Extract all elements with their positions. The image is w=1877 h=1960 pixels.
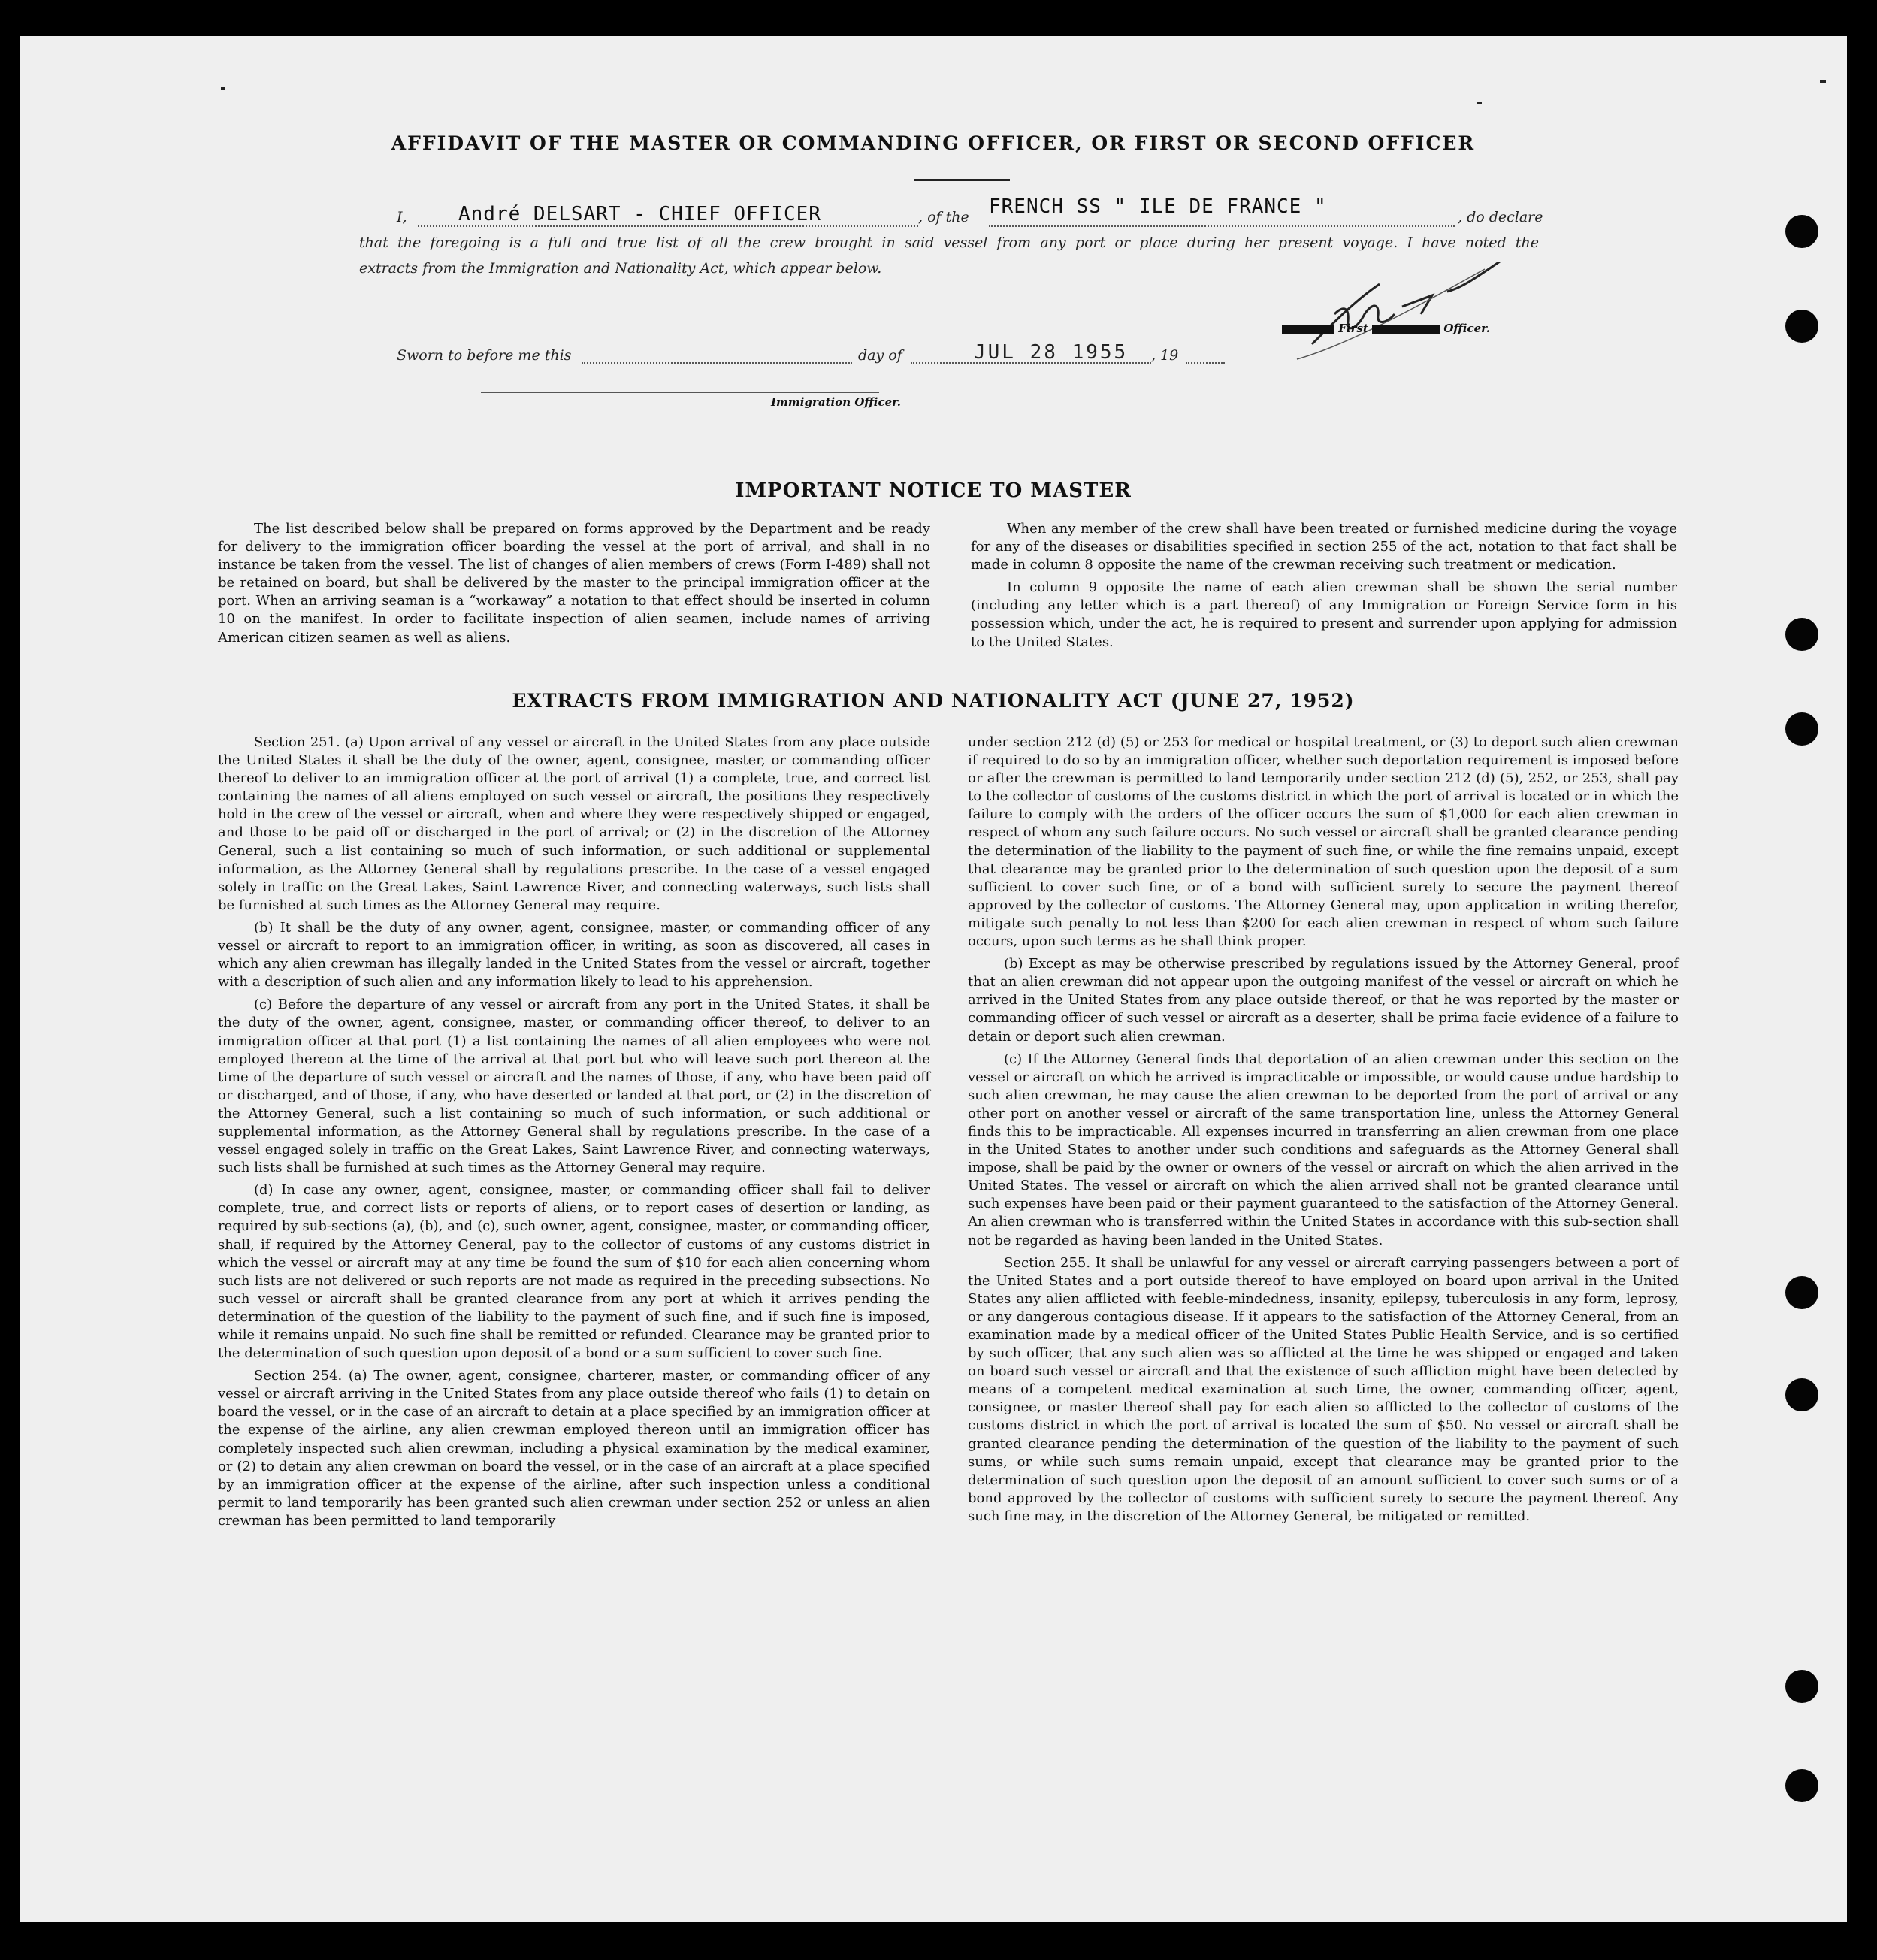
vessel-line xyxy=(989,225,1455,227)
punch-hole xyxy=(1785,310,1818,343)
section-254a-continued: under section 212 (d) (5) or 253 for medical or hospital treatment, or (3) to deport such alien crewman if required to do so by an immigration officer, whether such deportation requirement is imposed before or after the crewman is permitted to land temporarily under section 212 (d) (5), 252, or 253, shall pay to the collector of customs of the customs district in which the port of arrival is located or in which the failure to comply with the orders of the officer occurs the sum of $1,000 for each alien crewman in respect of whom any such failure occurs. No such vessel or aircraft shall be granted clearance pending the determination of the liability to the payment of such fine, or while the fine remains unpaid, except that clearance may be granted prior to the determination of such question upon the deposit of a sum sufficient to cover such fine, or of a bond with sufficient surety to secure the payment thereof approved by the collector of customs. The Attorney General may, upon application in writing therefor, mitigate such penalty to not less than $200 for each alien crewman in respect of whom such failure occurs, upon such terms as he shall think proper. xyxy=(968,734,1679,950)
notice-paragraph: The list described below shall be prepared on forms approved by the Department and be ready for delivery to the immigration officer boarding the vessel at the port of arrival, and shall in no instance be taken from the vessel. The list of changes of alien members of crews (Form I-489) shall not be retained on board, but shall be delivered by the master to the principal immigration officer at the port. When an arriving seaman is a “workaway” a notation to that effect should be inserted in column 10 on the manifest. In order to facilitate inspection of alien seamen, include names of arriving American citizen seamen as well as aliens. xyxy=(218,521,930,646)
punch-hole xyxy=(1785,712,1818,746)
struck-out-text xyxy=(1372,325,1440,334)
date-stamp: JUL 28 1955 xyxy=(974,341,1129,364)
officer-rank-first: First xyxy=(1338,322,1368,335)
speck xyxy=(1820,80,1826,83)
declaration-text-line: that the foregoing is a full and true list of all the crew brought in said vessel from any port or place during her present voyage. I have noted the xyxy=(359,234,1539,251)
title-divider xyxy=(914,179,1010,181)
affidavit-title: AFFIDAVIT OF THE MASTER OR COMMANDING OFFICER, OR FIRST OR SECOND OFFICER xyxy=(391,132,1476,154)
day-of-label: day of xyxy=(858,347,902,364)
do-declare-label: , do declare xyxy=(1458,209,1543,225)
immigration-officer-label: Immigration Officer. xyxy=(771,395,901,409)
immigration-officer-signature-line xyxy=(481,392,879,393)
declarant-name: André DELSART - CHIEF OFFICER xyxy=(458,203,821,225)
punch-holes xyxy=(1785,36,1830,1922)
vessel-name: FRENCH SS " ILE DE FRANCE " xyxy=(989,195,1327,218)
notice-left-column xyxy=(218,520,930,647)
notice-paragraph: In column 9 opposite the name of each alien crewman shall be shown the serial number (including any letter which is a part thereof) of any Immigration or Foreign Service form in his possession which, under the act, he is required to present and surrender upon applying for admission to the United States. xyxy=(971,579,1677,650)
punch-hole xyxy=(1785,1378,1818,1411)
officer-signature xyxy=(1289,262,1507,367)
of-the-label: , of the xyxy=(918,209,969,225)
officer-title-label xyxy=(1282,322,1490,335)
punch-hole xyxy=(1785,215,1818,248)
section-254a: Section 254. (a) The owner, agent, consignee, charterer, master, or commanding officer of any vessel or aircraft arriving in the United States from any place outside thereof who fails (1) to detain on board the vessel, or in the case of an aircraft to detain at a place specified by an immigration officer at the expense of the airline, any alien crewman employed thereon until an immigration officer has completely inspected such alien crewman, including a physical examination by the medical examiner, or (2) to detain any alien crewman on board the vessel, or in the case of an aircraft at a place specified by an immigration officer at the expense of the airline, after such inspection unless a conditional permit to land temporarily has been granted such alien crewman under section 252 or unless an alien crewman has been permitted to land temporarily xyxy=(218,1368,930,1529)
document-page xyxy=(20,36,1847,1922)
sworn-label: Sworn to before me this xyxy=(397,347,572,364)
notice-paragraph: When any member of the crew shall have been treated or furnished medicine during the voyage for any of the diseases or disabilities specified in section 255 of the act, notation to that fact shall be made in column 8 opposite the name of the crewman receiving such treatment or medication. xyxy=(971,521,1677,573)
sworn-day-line xyxy=(582,362,852,364)
year-label: , 19 xyxy=(1151,347,1179,364)
struck-out-text xyxy=(1282,325,1334,334)
extracts-right-column xyxy=(968,733,1679,1526)
punch-hole xyxy=(1785,1670,1818,1703)
notice-title: IMPORTANT NOTICE TO MASTER xyxy=(735,479,1132,502)
section-251a: Section 251. (a) Upon arrival of any vessel or aircraft in the United States from any place outside the United States it shall be the duty of the owner, agent, consignee, master, or commanding officer thereof to deliver to an immigration officer at the port of arrival (1) a complete, true, and correct list containing the names of all aliens employed on such vessel or aircraft, the positions they respectively hold in the crew of the vessel or aircraft, when and where they were respectively shipped or engaged, and those to be paid off or discharged in the port of arrival; or (2) in the discretion of the Attorney General, such a list containing so much of such information, or such additional or supplemental information, as the Attorney General shall by regulations prescribe. In the case of a vessel engaged solely in traffic on the Great Lakes, Saint Lawrence River, and connecting waterways, such lists shall be furnished at such times as the Attorney General may require. xyxy=(218,734,930,913)
section-255: Section 255. It shall be unlawful for any vessel or aircraft carrying passengers between a port of the United States and a port outside thereof to have employed on board upon arrival in the United States any alien afflicted with feeble-mindedness, insanity, epilepsy, tuberculosis in any form, leprosy, or any dangerous contagious disease. If it appears to the satisfaction of the Attorney General, from an examination made by a medical officer of the United States Public Health Service, and is so certified by such officer, that any such alien was so afflicted at the time he was shipped or engaged and taken on board such vessel or aircraft and that the existence of such affliction might have been detected by means of a competent medical examination at such time, the owner, commanding officer, agent, consignee, or master thereof shall pay for each alien so afflicted to the collector of customs of the customs district in which the port of arrival is located the sum of $50. No vessel or aircraft shall be granted clearance pending the determination of the question of the liability to the payment of such sums, or while such sums remain unpaid, except that clearance may be granted prior to the determination of such question upon the deposit of an amount sufficient to cover such sums or of a bond approved by the collector of customs with sufficient surety to secure the payment thereof. Any such fine may, in the discretion of the Attorney General, be mitigated or remitted. xyxy=(968,1254,1679,1524)
extracts-left-column xyxy=(218,733,930,1530)
section-251c: (c) Before the departure of any vessel or aircraft from any port in the United States, it shall be the duty of the owner, agent, consignee, master, or commanding officer thereof, to deliver to an immigration officer at that port (1) a list containing the names of all alien employees who were not employed thereon at the time of the arrival at that port but who will leave such port thereon at the time of the departure of such vessel or aircraft and the names of those, if any, who have been paid off or discharged, and of those, if any, who have deserted or landed at that port, or (2) in the discretion of the Attorney General, such a list containing so much of such information, or such additional or supplemental information, as the Attorney General shall by regulations prescribe. In the case of a vessel engaged solely in traffic on the Great Lakes, Saint Lawrence River, and connecting waterways, such lists shall be furnished at such times as the Attorney General may require. xyxy=(218,997,930,1176)
section-254c: (c) If the Attorney General finds that deportation of an alien crewman under this section on the vessel or aircraft on which he arrived is impracticable or impossible, or would cause undue hardship to such alien crewman, he may cause the alien crewman to be deported from the port of arrival or any other port on another vessel or aircraft of the same transportation line, unless the Attorney General finds this to be impracticable. All expenses incurred in transferring an alien crewman from one place in the United States to another under such conditions and safeguards as the Attorney General shall impose, shall be paid by the owner or owners of the vessel or aircraft on which the alien arrived in the United States. The vessel or aircraft on which the alien arrived shall not be granted clearance until such expenses have been paid or their payment guaranteed to the satisfaction of the Attorney General. An alien crewman who is transferred within the United States in accordance with this sub-section shall not be regarded as having been landed in the United States. xyxy=(968,1051,1679,1248)
section-251d: (d) In case any owner, agent, consignee, master, or commanding officer shall fail to deliver complete, true, and correct lists or reports of aliens, or to report cases of desertion or landing, as required by sub-sections (a), (b), and (c), such owner, agent, consignee, master, or commanding officer, shall, if required by the Attorney General, pay to the collector of customs of any customs district in which the vessel or aircraft may at any time be found the sum of $10 for each alien concerning whom such lists are not delivered or such reports are not made as required in the preceding subsections. No such vessel or aircraft shall be granted clearance from any port at which it arrives pending the determination of the question of the liability to the payment of such fine, and if such fine is imposed, while it remains unpaid. No such fine shall be remitted or refunded. Clearance may be granted prior to the determination of such question upon deposit of a bond or a sum sufficient to cover such fine. xyxy=(218,1182,930,1362)
speck xyxy=(1477,102,1482,104)
punch-hole xyxy=(1785,1276,1818,1309)
declarant-line xyxy=(418,225,918,227)
punch-hole xyxy=(1785,1769,1818,1802)
i-label: I, xyxy=(397,209,407,225)
section-254b: (b) Except as may be otherwise prescribed by regulations issued by the Attorney General, proof that an alien crewman did not appear upon the outgoing manifest of the vessel or aircraft on which he arrived in the United States from any place outside thereof, or that he was reported by the master or commanding officer of such vessel or aircraft as a deserter, shall be prima facie evidence of a failure to detain or deport such alien crewman. xyxy=(968,956,1679,1045)
extracts-title: EXTRACTS FROM IMMIGRATION AND NATIONALITY ACT (JUNE 27, 1952) xyxy=(512,690,1355,712)
notice-right-column xyxy=(971,520,1677,652)
punch-hole xyxy=(1785,618,1818,651)
officer-suffix: Officer. xyxy=(1443,322,1490,335)
section-251b: (b) It shall be the duty of any owner, agent, consignee, master, or commanding officer of any vessel or aircraft to report to an immigration officer, in writing, as soon as discovered, all cases in which any alien crewman has illegally landed in the United States from the vessel or aircraft, together with a description of such alien and any information likely to lead to his apprehension. xyxy=(218,919,930,991)
year-line xyxy=(1186,362,1225,364)
declaration-text-line: extracts from the Immigration and Nationality Act, which appear below. xyxy=(359,260,882,277)
speck xyxy=(221,87,225,90)
